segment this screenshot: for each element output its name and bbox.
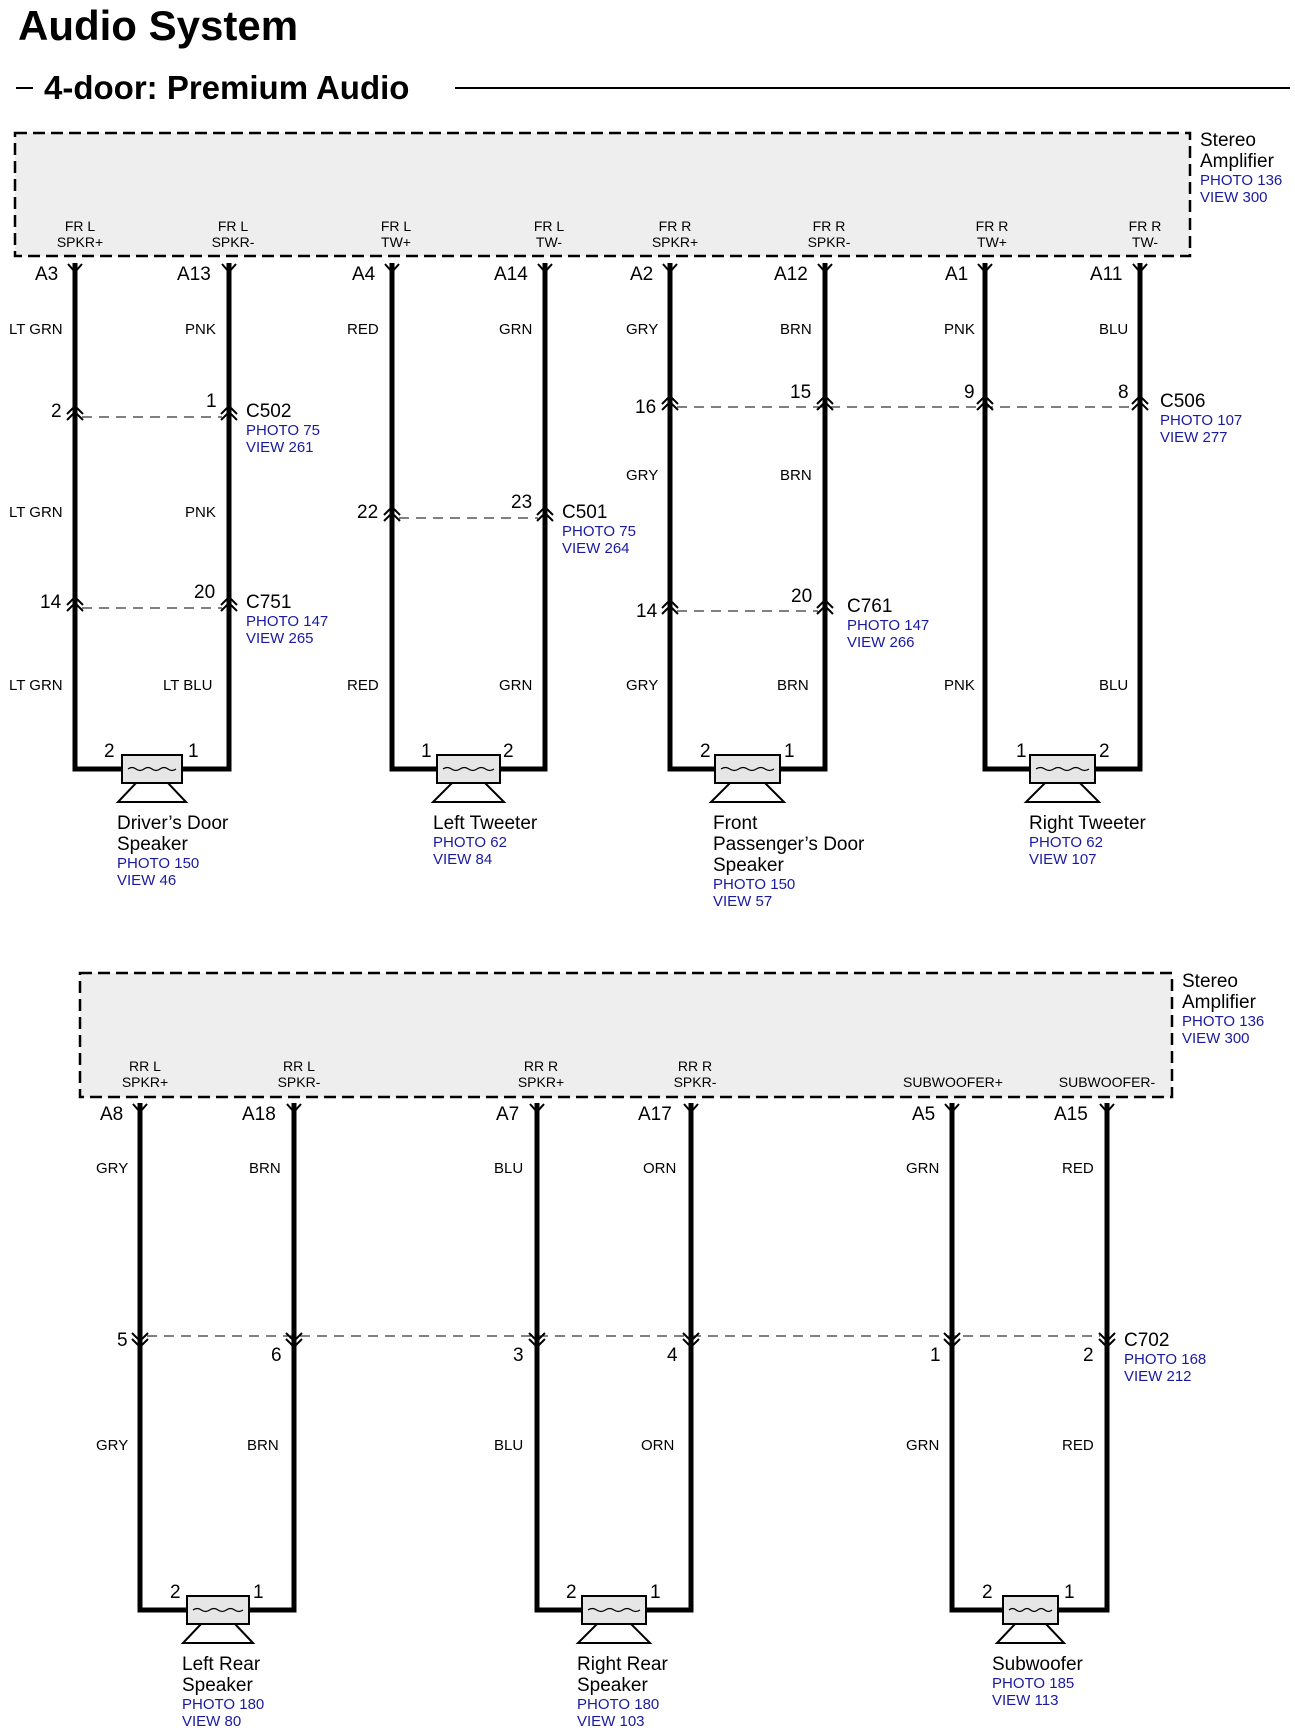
wire-color-label: BLU xyxy=(494,1160,524,1177)
connector-pin-number: 4 xyxy=(667,1345,678,1366)
connector-view-ref: VIEW 261 xyxy=(246,439,314,456)
stereo-amplifier-box-top xyxy=(15,133,1190,256)
bottom-wires xyxy=(140,1103,1107,1610)
wire-color-label: BRN xyxy=(780,467,812,484)
speaker-photo-ref: PHOTO 62 xyxy=(433,834,507,851)
connector-c501 xyxy=(357,492,636,557)
terminal-label: FR R xyxy=(812,218,846,234)
amplifier-name-line2: Amplifier xyxy=(1200,151,1274,172)
terminal-label: SPKR- xyxy=(807,234,851,250)
connector-pin-number: 1 xyxy=(930,1345,941,1366)
wire-color-label: RED xyxy=(1062,1160,1094,1177)
pin-number: A13 xyxy=(177,264,211,285)
left-rear-speaker xyxy=(170,1582,264,1730)
wire-color-label: GRN xyxy=(906,1437,940,1454)
speaker-photo-ref: PHOTO 185 xyxy=(992,1675,1075,1692)
connector-view-ref: VIEW 212 xyxy=(1124,1368,1192,1385)
top-wires xyxy=(75,263,1140,769)
pin-number: A8 xyxy=(100,1104,124,1125)
terminal-label: SPKR+ xyxy=(56,234,104,250)
wire-color-label: PNK xyxy=(185,504,216,521)
speaker-cone xyxy=(1026,783,1099,802)
pin-number: A7 xyxy=(496,1104,520,1125)
terminal-label: FR L xyxy=(217,218,249,234)
wire-color-label: PNK xyxy=(185,321,216,338)
connector-pin-number: 15 xyxy=(790,382,812,403)
connector-pin-number: 2 xyxy=(1083,1345,1094,1366)
speaker-name: Left Rear xyxy=(182,1654,261,1675)
wire-color-label: RED xyxy=(347,321,379,338)
bottom-pin-numbers xyxy=(100,1104,1088,1125)
wire-color-label: LT GRN xyxy=(9,677,63,694)
connector-pin-number: 14 xyxy=(40,592,62,613)
wire-color-label: GRY xyxy=(626,467,659,484)
wire-fr-l-spkr-plus xyxy=(75,263,122,769)
speaker-pin-number: 1 xyxy=(784,741,795,762)
terminal-label: RR L xyxy=(129,1058,161,1074)
connector-photo-ref: PHOTO 168 xyxy=(1124,1351,1207,1368)
amplifier-photo-ref: PHOTO 136 xyxy=(1200,172,1283,189)
wire-fr-r-tw-plus xyxy=(985,263,1030,769)
speaker-pin-number: 2 xyxy=(170,1582,181,1603)
speaker-cone xyxy=(118,783,186,802)
connector-pin-number: 9 xyxy=(964,382,975,403)
wire-color-label: RED xyxy=(1062,1437,1094,1454)
wire-fr-l-tw-plus xyxy=(392,263,437,769)
page-subtitle: 4-door: Premium Audio xyxy=(44,69,410,106)
connector-photo-ref: PHOTO 107 xyxy=(1160,412,1243,429)
speaker-cone-details xyxy=(128,768,1089,1612)
pin-number: A14 xyxy=(494,264,528,285)
connector-pin-number: 8 xyxy=(1118,382,1129,403)
pin-number: A1 xyxy=(945,264,969,285)
wire-color-label: BLU xyxy=(1099,677,1129,694)
connector-id: C501 xyxy=(562,502,608,523)
terminal-label: FR L xyxy=(64,218,96,234)
terminal-label: FR R xyxy=(1128,218,1162,234)
speaker-name: Right Rear xyxy=(577,1654,668,1675)
terminal-label: TW- xyxy=(1131,234,1159,250)
speaker-pin-number: 1 xyxy=(1016,741,1027,762)
connector-pin-number: 5 xyxy=(117,1330,128,1351)
connector-photo-ref: PHOTO 147 xyxy=(847,617,930,634)
wire-color-label: BRN xyxy=(247,1437,279,1454)
wire-fr-r-spkr-plus xyxy=(670,263,715,769)
wire-color-label: BLU xyxy=(494,1437,524,1454)
wire-color-label: LT GRN xyxy=(9,321,63,338)
top-pin-numbers xyxy=(35,264,1122,285)
speaker-pin-number: 2 xyxy=(1099,741,1110,762)
speaker-pin-number: 1 xyxy=(188,741,199,762)
wire-color-label: BRN xyxy=(249,1160,281,1177)
terminal-label: RR R xyxy=(523,1058,559,1074)
speaker-name: Speaker xyxy=(182,1675,253,1696)
connector-pin-number: 20 xyxy=(791,586,813,607)
connector-view-ref: VIEW 265 xyxy=(246,630,314,647)
amplifier-view-ref: VIEW 300 xyxy=(1182,1030,1250,1047)
amplifier-view-ref: VIEW 300 xyxy=(1200,189,1268,206)
terminal-label: TW- xyxy=(535,234,563,250)
left-tweeter xyxy=(421,741,538,868)
speaker-view-ref: VIEW 57 xyxy=(713,893,773,910)
wire-subwoofer-plus xyxy=(952,1103,1003,1610)
pin-number: A17 xyxy=(638,1104,672,1125)
amplifier-name-line1: Stereo xyxy=(1182,971,1238,992)
wire-rr-l-spkr-plus xyxy=(140,1103,187,1610)
terminal-label: TW+ xyxy=(381,234,411,250)
right-tweeter xyxy=(1016,741,1147,868)
connector-c506 xyxy=(635,382,1242,446)
front-passenger-door-speaker xyxy=(700,741,865,910)
connector-id: C751 xyxy=(246,592,292,613)
connector-pin-number: 22 xyxy=(357,502,379,523)
speaker-view-ref: VIEW 107 xyxy=(1029,851,1097,868)
terminal-label: SPKR- xyxy=(277,1074,321,1090)
connector-photo-ref: PHOTO 147 xyxy=(246,613,329,630)
connector-photo-ref: PHOTO 75 xyxy=(562,523,636,540)
connector-pin-number: 3 xyxy=(513,1345,524,1366)
amplifier-label-top xyxy=(1200,130,1282,206)
pin-number: A15 xyxy=(1054,1104,1088,1125)
speaker-pin-number: 1 xyxy=(650,1582,661,1603)
speaker-name: Speaker xyxy=(117,834,188,855)
stereo-amplifier-box-bottom xyxy=(80,973,1172,1097)
connector-view-ref: VIEW 277 xyxy=(1160,429,1228,446)
speaker-view-ref: VIEW 80 xyxy=(182,1713,242,1730)
terminal-label: SPKR- xyxy=(211,234,255,250)
connector-pin-number: 20 xyxy=(194,582,216,603)
connector-id: C506 xyxy=(1160,391,1206,412)
speaker-view-ref: VIEW 113 xyxy=(992,1692,1059,1709)
speaker-name: Left Tweeter xyxy=(433,813,538,834)
wire-color-label: GRN xyxy=(906,1160,940,1177)
wire-rr-r-spkr-plus xyxy=(537,1103,582,1610)
terminal-label: FR L xyxy=(533,218,565,234)
speaker-photo-ref: PHOTO 180 xyxy=(577,1696,660,1713)
amplifier-name-line2: Amplifier xyxy=(1182,992,1256,1013)
wire-color-label: RED xyxy=(347,677,379,694)
subwoofer xyxy=(982,1582,1084,1709)
terminal-label: FR R xyxy=(975,218,1009,234)
bottom-terminal-marks xyxy=(133,1104,1114,1112)
speaker-pin-number: 2 xyxy=(982,1582,993,1603)
terminal-label: SPKR+ xyxy=(651,234,699,250)
wire-color-label: GRY xyxy=(96,1160,129,1177)
pin-number: A11 xyxy=(1090,264,1123,285)
speaker-pin-number: 1 xyxy=(1064,1582,1075,1603)
connector-pin-number: 6 xyxy=(271,1345,282,1366)
terminal-label: FR R xyxy=(658,218,692,234)
speaker-photo-ref: PHOTO 150 xyxy=(117,855,200,872)
connector-id: C502 xyxy=(246,401,292,422)
terminal-label: FR L xyxy=(380,218,412,234)
pin-number: A5 xyxy=(912,1104,936,1125)
pin-number: A12 xyxy=(774,264,808,285)
connector-pin-number: 23 xyxy=(511,492,533,513)
speaker-name: Passenger’s Door xyxy=(713,834,865,855)
speaker-cone xyxy=(711,783,784,802)
speaker-name: Right Tweeter xyxy=(1029,813,1146,834)
terminal-label: SUBWOOFER+ xyxy=(903,1074,1003,1090)
wire-color-label: PNK xyxy=(944,677,975,694)
page-title: Audio System xyxy=(18,2,299,49)
speaker-pin-number: 1 xyxy=(421,741,432,762)
connector-c751 xyxy=(40,582,328,647)
speaker-name: Speaker xyxy=(577,1675,648,1696)
speaker-view-ref: VIEW 103 xyxy=(577,1713,645,1730)
speaker-photo-ref: PHOTO 180 xyxy=(182,1696,265,1713)
wire-color-label: GRN xyxy=(499,321,533,338)
driver-door-speaker xyxy=(104,741,229,889)
speaker-pin-number: 1 xyxy=(253,1582,264,1603)
terminal-label: RR L xyxy=(283,1058,315,1074)
wire-color-label: PNK xyxy=(944,321,975,338)
speaker-name: Driver’s Door xyxy=(117,813,229,834)
speaker-pin-number: 2 xyxy=(104,741,115,762)
wire-color-label: GRY xyxy=(626,677,659,694)
wire-color-label: GRY xyxy=(96,1437,129,1454)
speaker-pin-number: 2 xyxy=(503,741,514,762)
pin-number: A2 xyxy=(630,264,654,285)
speaker-cone xyxy=(578,1624,650,1643)
wire-color-label: GRN xyxy=(499,677,533,694)
connector-view-ref: VIEW 264 xyxy=(562,540,630,557)
speaker-cone xyxy=(433,783,504,802)
amplifier-name-line1: Stereo xyxy=(1200,130,1256,151)
pin-number: A4 xyxy=(352,264,376,285)
speaker-view-ref: VIEW 46 xyxy=(117,872,177,889)
connector-c702 xyxy=(117,1330,1206,1385)
wire-color-label: ORN xyxy=(641,1437,675,1454)
wire-color-label: GRY xyxy=(626,321,659,338)
speaker-pin-number: 2 xyxy=(700,741,711,762)
speaker-photo-ref: PHOTO 62 xyxy=(1029,834,1103,851)
speaker-name: Front xyxy=(713,813,758,834)
connector-photo-ref: PHOTO 75 xyxy=(246,422,320,439)
speaker-pin-number: 2 xyxy=(566,1582,577,1603)
terminal-label: SPKR+ xyxy=(517,1074,565,1090)
terminal-label: SUBWOOFER- xyxy=(1058,1074,1156,1090)
speaker-photo-ref: PHOTO 150 xyxy=(713,876,796,893)
speaker-cone xyxy=(183,1624,253,1643)
connector-view-ref: VIEW 266 xyxy=(847,634,915,651)
wire-color-label: BLU xyxy=(1099,321,1129,338)
connector-id: C761 xyxy=(847,596,893,617)
wire-color-label: ORN xyxy=(643,1160,677,1177)
pin-number: A3 xyxy=(35,264,59,285)
wire-color-label: LT BLU xyxy=(163,677,213,694)
wire-color-label: LT GRN xyxy=(9,504,63,521)
amplifier-photo-ref: PHOTO 136 xyxy=(1182,1013,1265,1030)
connector-pin-number: 14 xyxy=(636,601,658,622)
terminal-label: RR R xyxy=(677,1058,713,1074)
terminal-label: SPKR+ xyxy=(121,1074,169,1090)
connector-pin-number: 16 xyxy=(635,397,657,418)
connector-c502 xyxy=(51,391,320,456)
speaker-view-ref: VIEW 84 xyxy=(433,851,493,868)
pin-number: A18 xyxy=(242,1104,276,1125)
speaker-name: Speaker xyxy=(713,855,784,876)
amplifier-label-bottom xyxy=(1182,971,1264,1047)
connector-c761 xyxy=(636,586,929,651)
connector-pin-number: 2 xyxy=(51,401,62,422)
wire-color-label: BRN xyxy=(780,321,812,338)
speaker-cone xyxy=(997,1624,1064,1643)
connector-pin-number: 1 xyxy=(206,391,217,412)
terminal-label: TW+ xyxy=(977,234,1007,250)
wire-color-label: BRN xyxy=(777,677,809,694)
connector-id: C702 xyxy=(1124,1330,1170,1351)
terminal-label: SPKR- xyxy=(673,1074,717,1090)
right-rear-speaker xyxy=(566,1582,668,1730)
speaker-name: Subwoofer xyxy=(992,1654,1083,1675)
bottom-wire-colors xyxy=(96,1160,1094,1454)
